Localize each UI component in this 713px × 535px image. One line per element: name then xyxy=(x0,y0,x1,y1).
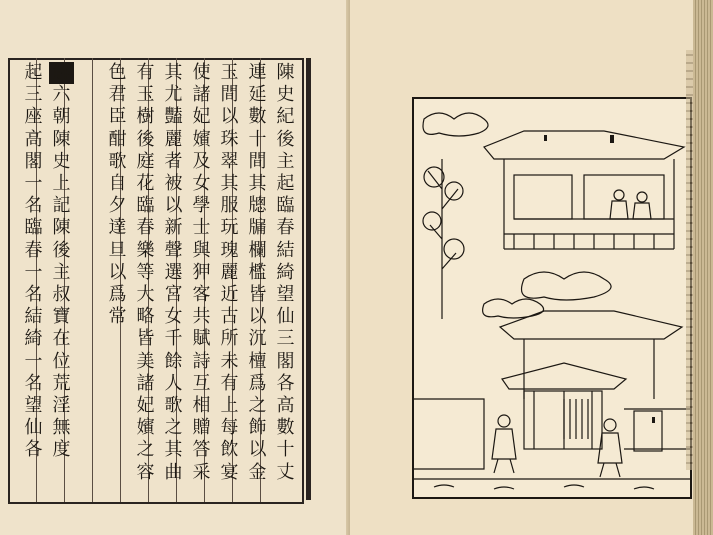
left-page xyxy=(0,0,350,535)
text-column-7 xyxy=(105,62,130,498)
woodblock-print-image xyxy=(414,99,690,497)
text-column-10 xyxy=(21,62,46,498)
text-column-9 xyxy=(49,62,74,498)
column-text: 色 君 臣 酣 歌 自 夕 達 旦 以 爲 常 xyxy=(108,62,127,328)
commentary-marker: 解 xyxy=(49,62,74,84)
text-column-4 xyxy=(189,62,214,498)
text-column-1 xyxy=(273,62,298,498)
column-text: 連 延 數 十 間 其 牕 牖 欄 檻 皆 以 沉 檀 爲 之 飾 以 金 xyxy=(248,62,267,483)
column-text: 有 玉 樹 後 庭 花 臨 春 樂 等 大 略 皆 美 諸 妃 嬪 之 容 xyxy=(136,62,155,483)
column-text: 玉 間 以 珠 翠 其 服 玩 瑰 麗 近 古 所 未 有 上 每 飲 宴 xyxy=(220,62,239,483)
text-column-2 xyxy=(245,62,270,498)
palace-illustration xyxy=(412,97,692,499)
text-column-5 xyxy=(161,62,186,498)
fore-edge xyxy=(693,0,713,535)
text-column-6 xyxy=(133,62,158,498)
column-text: 起 三 座 高 閣 一 名 臨 春 一 名 結 綺 一 名 望 仙 各 xyxy=(24,62,43,461)
column-text: 陳 史 紀 後 主 起 臨 春 結 綺 望 仙 三 閣 各 高 數 十 丈 xyxy=(276,62,295,483)
text-column-3 xyxy=(217,62,242,498)
column-text: 其 尤 豔 麗 者 被 以 新 聲 選 宮 女 千 餘 人 歌 之 其 曲 xyxy=(164,62,183,483)
column-text: 解 六 朝 陳 史 上 記 陳 後 主 叔 寶 在 位 荒 淫 無 度 xyxy=(49,62,74,462)
column-text: 使 諸 妃 嬪 及 女 學 士 與 狎 客 共 賦 詩 互 相 贈 答 采 xyxy=(192,62,211,483)
text-column-8 xyxy=(77,62,102,498)
